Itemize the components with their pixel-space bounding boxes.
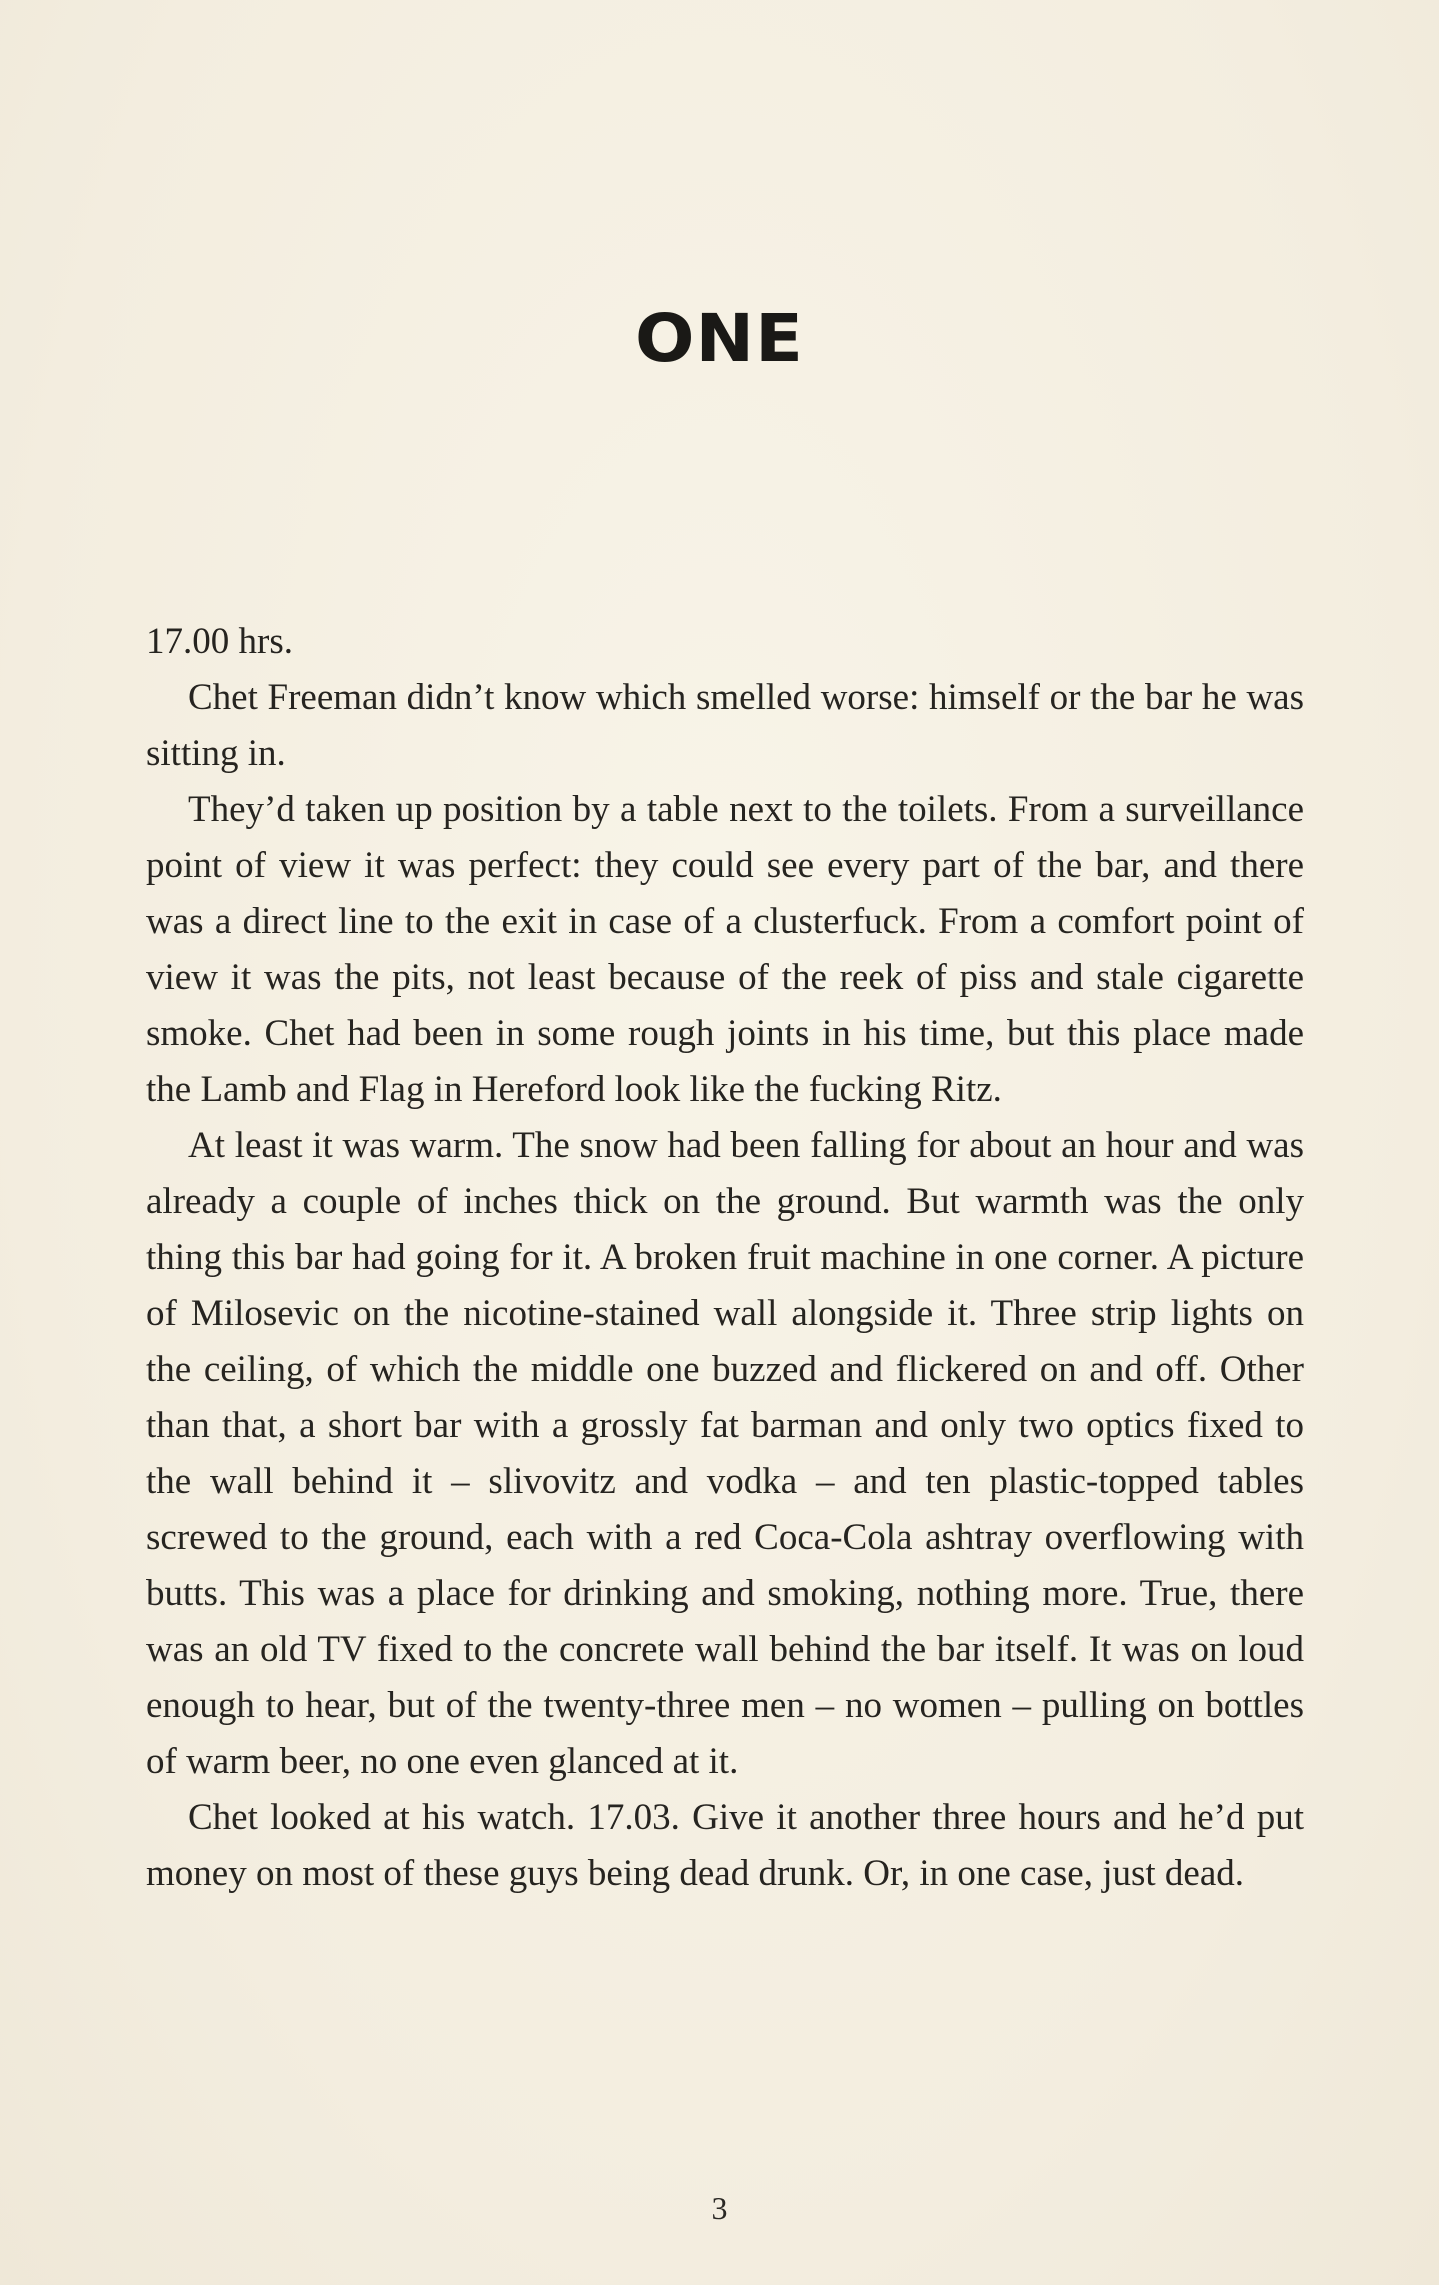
paragraph: Chet looked at his watch. 17.03. Give it another three hours and he’d put money on most of these guys being dead drunk. Or, in one case, just dead. (146, 1797, 1304, 1894)
paragraph: Chet Freeman didn’t know which smelled worse: himself or the bar he was sitting in. (146, 677, 1304, 774)
chapter-body (146, 614, 1304, 1902)
paragraph: They’d taken up position by a table next to the toilets. From a surveillance point of view it was perfect: they could see every part of the bar, and there was a direct line to the exit in case of a clusterfuck. From a comfort point of view it was the pits, not least because of the reek of piss and stale cigarette smoke. Chet had been in some rough joints in his time, but this place made the Lamb and Flag in Hereford look like the fucking Ritz. (146, 789, 1304, 1110)
chapter-title: ONE (634, 300, 805, 377)
page-number: 3 (711, 2190, 728, 2226)
paragraph: At least it was warm. The snow had been falling for about an hour and was already a couple of inches thick on the ground. But warmth was the only thing this bar had going for it. A broken fruit machine in one corner. A picture of Milosevic on the nicotine-stained wall alongside it. Three strip lights on the ceiling, of which the middle one buzzed and flickered on and off. Other than that, a short bar with a grossly fat barman and only two optics fixed to the wall behind it – slivovitz and vodka – and ten plastic-topped tables screwed to the ground, each with a red Coca-Cola ashtray overflowing with butts. This was a place for drinking and smoking, nothing more. True, there was an old TV fixed to the concrete wall behind the bar itself. It was on loud enough to hear, but of the twenty-three men – no women – pulling on bottles of warm beer, no one even glanced at it. (146, 1125, 1304, 1782)
time-stamp-paragraph: 17.00 hrs. (146, 621, 293, 662)
